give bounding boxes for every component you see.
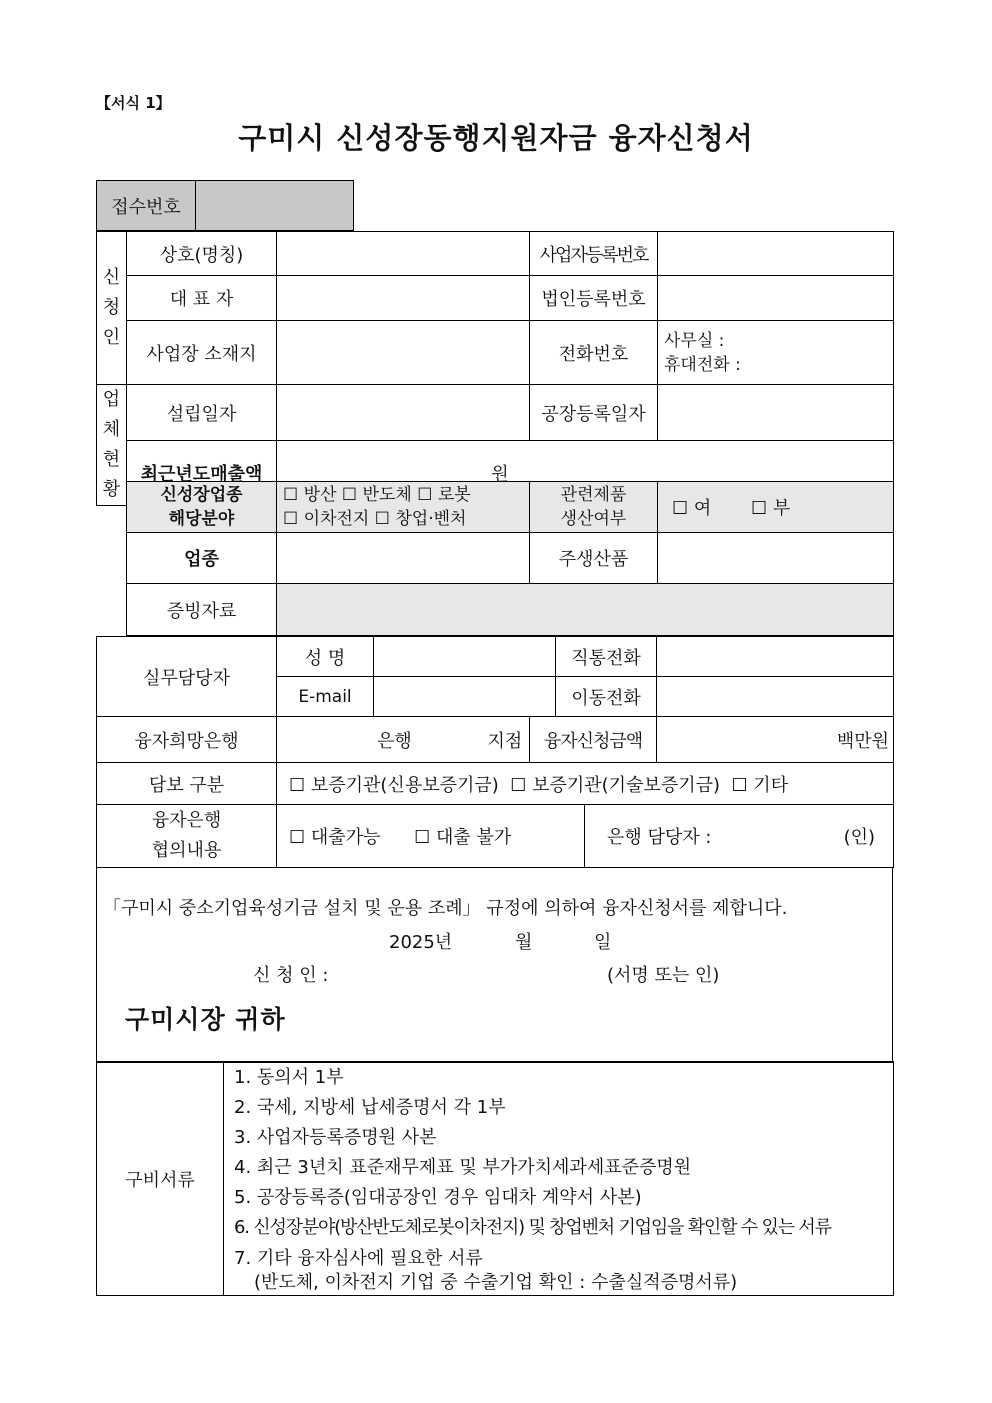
corp-reg-number-field[interactable]: [658, 276, 894, 321]
direct-phone-label: 직통전화: [556, 637, 657, 677]
list-item: 1. 동의서 1부: [234, 1066, 344, 1088]
related-product-label: 관련제품 생산여부: [530, 482, 658, 533]
applicant-table: [96, 231, 894, 385]
sales-unit: 원: [491, 464, 509, 486]
addressee: 구미시장 귀하: [125, 1005, 286, 1034]
evidence-field[interactable]: [277, 584, 894, 636]
industry-label: 업종: [127, 533, 277, 584]
date-month: 월: [515, 932, 533, 953]
business-address-field[interactable]: [277, 321, 530, 385]
growth-field-label: 신성장업종 해당분야: [127, 482, 277, 533]
date-day: 일: [594, 932, 612, 953]
company-name-field[interactable]: [277, 232, 530, 276]
page-title: 구미시 신성장동행지원자금 융자신청서: [238, 121, 754, 155]
biz-reg-number-field[interactable]: [658, 232, 894, 276]
required-documents-label: 구비서류: [97, 1062, 224, 1296]
phone-label: 전화번호: [530, 321, 658, 385]
date-year: 2025년: [389, 932, 453, 953]
list-item: 4. 최근 3년치 표준재무제표 및 부가가치세과세표준증명원: [234, 1156, 692, 1178]
yes-checkbox[interactable]: ☐ 여: [672, 498, 712, 519]
receipt-number-label: 접수번호: [97, 181, 196, 230]
email-field[interactable]: [374, 677, 556, 717]
preferred-bank-label: 융자희망은행: [97, 717, 277, 763]
collateral-label: 담보 구분: [97, 763, 277, 805]
required-documents-list: [224, 1062, 894, 1296]
statement-table: [96, 867, 893, 1063]
mobile-label: 이동전화: [556, 677, 657, 717]
related-product-options[interactable]: [658, 482, 894, 533]
bank-consult-label: 융자은행 협의내용: [97, 805, 277, 868]
branch-unit: 지점: [487, 730, 523, 752]
list-item: (반도체, 이차전지 기업 중 수출기업 확인 : 수출실적증명서류): [254, 1271, 738, 1293]
bank-unit: 은행: [377, 730, 412, 752]
list-item: 3. 사업자등록증명원 사본: [234, 1126, 437, 1148]
signer-label: 신 청 인 :: [253, 965, 329, 986]
statement-text: 「구미시 중소기업육성기금 설치 및 운용 조례」 규정에 의하여 융자신청서를 제합니다.: [103, 898, 788, 919]
loan-table: [96, 716, 894, 763]
bank-officer-label: 은행 담당자 :: [607, 827, 712, 848]
direct-phone-field[interactable]: [657, 637, 894, 677]
recent-sales-label: 최근년도매출액: [127, 441, 277, 506]
statement-area: [97, 868, 893, 1063]
consult-table: [96, 804, 894, 868]
receipt-number-box: [96, 180, 354, 231]
growth-field-options[interactable]: [277, 482, 530, 533]
biz-reg-number-label: 사업자등록번호: [530, 232, 658, 276]
phone-field[interactable]: [658, 321, 894, 385]
growth-field-options-row2[interactable]: ☐ 이차전지 ☐ 창업·벤처: [283, 509, 467, 529]
documents-table: [96, 1061, 894, 1296]
factory-date-field[interactable]: [658, 385, 894, 441]
loan-possible-checkbox[interactable]: ☐ 대출가능: [289, 827, 381, 848]
list-item: 5. 공장등록증(임대공장인 경우 임대차 계약서 사본): [234, 1186, 642, 1208]
loan-impossible-checkbox[interactable]: ☐ 대출 불가: [414, 827, 512, 848]
company-name-label: 상호(명칭): [127, 232, 277, 276]
contact-table: [96, 636, 894, 717]
list-item: 2. 국세, 지방세 납세증명서 각 1부: [234, 1096, 506, 1118]
loan-availability-options[interactable]: [277, 805, 585, 868]
form-number-label: 【서식 1】: [96, 94, 171, 112]
collateral-options[interactable]: ☐ 보증기관(신용보증기금) ☐ 보증기관(기술보증기금) ☐ 기타: [277, 763, 894, 805]
main-product-field[interactable]: [658, 533, 894, 584]
corp-reg-number-label: 법인등록번호: [530, 276, 658, 321]
no-checkbox[interactable]: ☐ 부: [750, 498, 791, 519]
loan-amount-field[interactable]: [657, 717, 894, 763]
office-phone-label: 사무실 :: [664, 330, 725, 351]
representative-label: 대 표 자: [127, 276, 277, 321]
mobile-phone-label: 휴대전화 :: [664, 354, 741, 375]
bank-officer-field[interactable]: [585, 805, 894, 868]
establish-date-field[interactable]: [277, 385, 530, 441]
mobile-field[interactable]: [657, 677, 894, 717]
applicant-group-label: 신 청 인: [97, 232, 127, 385]
contact-person-label: 실무담당자: [97, 637, 277, 717]
collateral-table: [96, 762, 894, 805]
amount-unit: 백만원: [836, 730, 889, 752]
list-item: 6. 신성장분야(방산반도체로봇이차전지) 및 창업벤처 기업임을 확인할 수 있는 서류: [234, 1216, 831, 1238]
industry-field[interactable]: [277, 533, 530, 584]
contact-name-label: 성 명: [277, 637, 374, 677]
business-group-label: 업 체 현 황: [97, 385, 127, 506]
seal-mark: (인): [843, 827, 875, 848]
business-address-label: 사업장 소재지: [127, 321, 277, 385]
contact-name-field[interactable]: [374, 637, 556, 677]
sign-or-seal-label: (서명 또는 인): [607, 965, 720, 986]
receipt-number-field[interactable]: [196, 181, 353, 230]
representative-field[interactable]: [277, 276, 530, 321]
list-item: 7. 기타 융자심사에 필요한 서류: [234, 1247, 483, 1269]
establish-date-label: 설립일자: [127, 385, 277, 441]
business-detail-table: [126, 481, 894, 636]
main-product-label: 주생산품: [530, 533, 658, 584]
email-label: E-mail: [277, 677, 374, 717]
growth-field-options-row1[interactable]: ☐ 방산 ☐ 반도체 ☐ 로봇: [283, 485, 471, 505]
evidence-label: 증빙자료: [127, 584, 277, 636]
factory-date-label: 공장등록일자: [530, 385, 658, 441]
preferred-bank-field[interactable]: [277, 717, 530, 763]
loan-amount-label: 융자신청금액: [530, 717, 657, 763]
